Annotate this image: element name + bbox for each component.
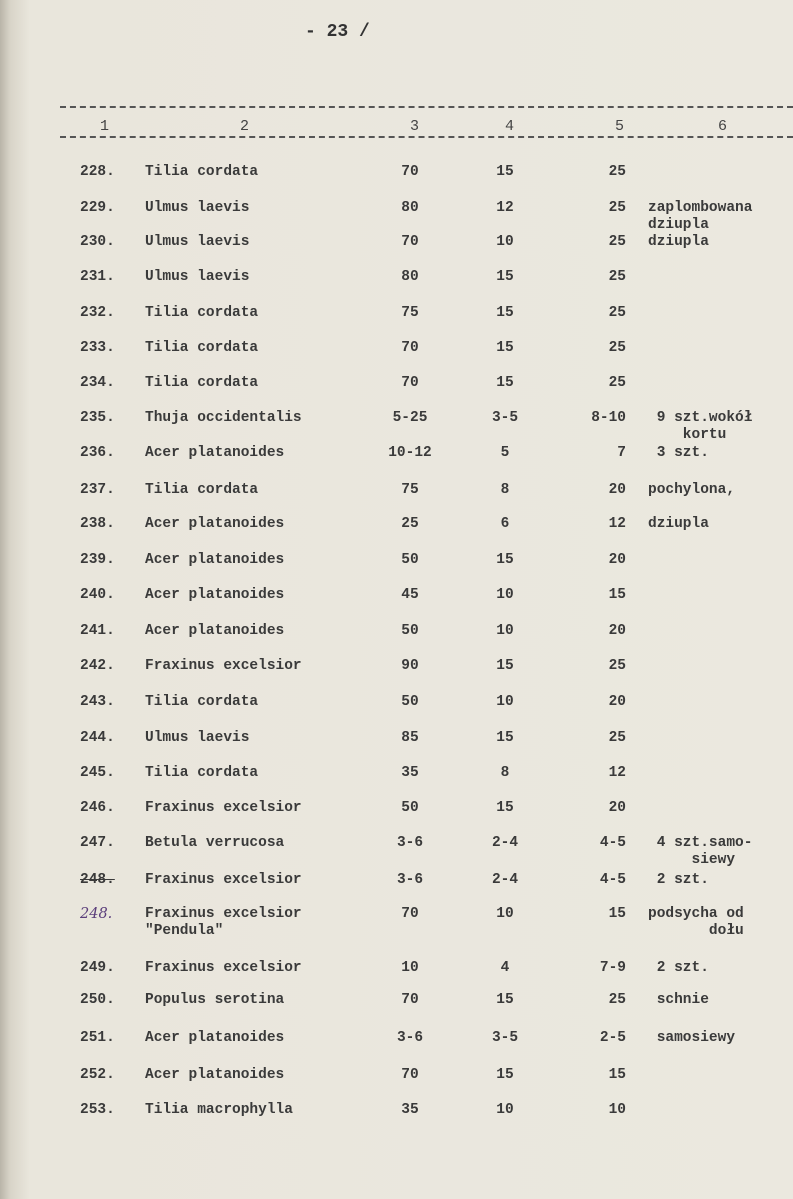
col3-value: 80	[401, 200, 419, 216]
col4-value: 10	[496, 234, 514, 250]
col4-value: 10	[496, 623, 514, 639]
col4-value: 2-4	[491, 872, 519, 888]
species-name: Tilia macrophylla	[145, 1102, 293, 1118]
species-name: Tilia cordata	[145, 482, 259, 498]
row-number: 231.	[80, 269, 115, 285]
row-number: 234.	[80, 375, 115, 391]
col4-value: 15	[496, 800, 514, 816]
col5-value: 20	[608, 623, 626, 639]
col4-value: 10	[496, 694, 514, 710]
col4-value: 15	[496, 340, 514, 356]
col3-value: 35	[401, 765, 419, 781]
column-header-6: 6	[718, 118, 728, 135]
row-number: 232.	[80, 305, 115, 321]
col3-value: 70	[401, 375, 419, 391]
species-name: Tilia cordata	[145, 375, 259, 391]
col5-value: 12	[608, 765, 626, 781]
col3-value: 70	[401, 234, 419, 250]
species-name: Fraxinus excelsior	[145, 960, 302, 976]
row-number: 239.	[80, 552, 115, 568]
col4-value: 2-4	[491, 835, 519, 851]
col3-value: 90	[401, 658, 419, 674]
col4-value: 15	[496, 375, 514, 391]
species-name: Populus serotina	[145, 992, 285, 1008]
col4-value: 15	[496, 164, 514, 180]
col4-value: 3-5	[491, 1030, 519, 1046]
col3-value: 70	[401, 906, 419, 922]
remarks: samosiewy	[648, 1030, 736, 1046]
species-name: Fraxinus excelsior	[145, 872, 302, 888]
row-number: 228.	[80, 164, 115, 180]
row-number: 241.	[80, 623, 115, 639]
row-number: 248.	[80, 872, 115, 888]
col3-value: 3-6	[396, 835, 424, 851]
col3-value: 70	[401, 340, 419, 356]
col5-value: 25	[608, 269, 626, 285]
col5-value: 25	[608, 375, 626, 391]
page-number: - 23 /	[305, 22, 370, 42]
remarks: pochylona,	[648, 482, 736, 498]
col4-value: 6	[500, 516, 510, 532]
species-name: Betula verrucosa	[145, 835, 285, 851]
col5-value: 7-9	[599, 960, 626, 976]
row-number: 242.	[80, 658, 115, 674]
row-number: 235.	[80, 410, 115, 426]
row-number: 236.	[80, 445, 115, 461]
col3-value: 75	[401, 305, 419, 321]
row-number: 247.	[80, 835, 115, 851]
remarks: zaplombowana dziupla	[648, 200, 753, 233]
col4-value: 15	[496, 992, 514, 1008]
col5-value: 20	[608, 694, 626, 710]
col3-value: 70	[401, 164, 419, 180]
species-name: Acer platanoides	[145, 1030, 285, 1046]
species-name: Acer platanoides	[145, 1067, 285, 1083]
species-name: Tilia cordata	[145, 765, 259, 781]
col5-value: 20	[608, 552, 626, 568]
row-number: 244.	[80, 730, 115, 746]
remarks: 3 szt.	[648, 445, 709, 461]
col4-value: 3-5	[491, 410, 519, 426]
row-number: 246.	[80, 800, 115, 816]
col3-value: 35	[401, 1102, 419, 1118]
col5-value: 25	[608, 305, 626, 321]
species-name: Acer platanoides	[145, 516, 285, 532]
row-number: 253.	[80, 1102, 115, 1118]
remarks: schnie	[648, 992, 709, 1008]
row-number: 249.	[80, 960, 115, 976]
col5-value: 7	[617, 445, 626, 461]
col5-value: 4-5	[599, 872, 626, 888]
col4-value: 15	[496, 1067, 514, 1083]
header-bottom-rule	[60, 136, 793, 138]
column-header-3: 3	[410, 118, 420, 135]
col5-value: 20	[608, 800, 626, 816]
row-number: 233.	[80, 340, 115, 356]
species-name: Acer platanoides	[145, 623, 285, 639]
col3-value: 5-25	[392, 410, 428, 426]
remarks: dziupla	[648, 234, 709, 250]
remarks: dziupla	[648, 516, 709, 532]
col3-value: 25	[401, 516, 419, 532]
col4-value: 15	[496, 305, 514, 321]
col5-value: 15	[608, 1067, 626, 1083]
col5-value: 25	[608, 164, 626, 180]
col4-value: 12	[496, 200, 514, 216]
col5-value: 2-5	[599, 1030, 626, 1046]
col4-value: 15	[496, 552, 514, 568]
species-name: Ulmus laevis	[145, 234, 250, 250]
species-name: Ulmus laevis	[145, 269, 250, 285]
col5-value: 25	[608, 992, 626, 1008]
col3-value: 50	[401, 552, 419, 568]
col5-value: 25	[608, 200, 626, 216]
remarks: 4 szt.samo- siewy	[656, 835, 753, 868]
remarks: podsycha od dołu	[648, 906, 744, 939]
row-number: 237.	[80, 482, 115, 498]
col5-value: 12	[608, 516, 626, 532]
col5-value: 15	[608, 906, 626, 922]
column-header-2: 2	[240, 118, 250, 135]
table-top-rule	[60, 106, 793, 108]
species-name: Fraxinus excelsior "Pendula"	[145, 906, 302, 939]
col4-value: 10	[496, 906, 514, 922]
col3-value: 50	[401, 694, 419, 710]
species-name: Tilia cordata	[145, 340, 259, 356]
col4-value: 10	[496, 1102, 514, 1118]
col4-value: 5	[500, 445, 510, 461]
col5-value: 8-10	[591, 410, 626, 426]
col3-value: 75	[401, 482, 419, 498]
col4-value: 10	[496, 587, 514, 603]
col5-value: 15	[608, 587, 626, 603]
species-name: Fraxinus excelsior	[145, 658, 302, 674]
row-number: 248.	[80, 906, 113, 922]
col5-value: 25	[608, 234, 626, 250]
row-number: 245.	[80, 765, 115, 781]
col4-value: 15	[496, 658, 514, 674]
col3-value: 10-12	[388, 445, 432, 461]
row-number: 240.	[80, 587, 115, 603]
row-number: 243.	[80, 694, 115, 710]
col4-value: 15	[496, 269, 514, 285]
col3-value: 3-6	[396, 1030, 424, 1046]
species-name: Tilia cordata	[145, 305, 259, 321]
species-name: Ulmus laevis	[145, 200, 250, 216]
col5-value: 25	[608, 730, 626, 746]
row-number: 238.	[80, 516, 115, 532]
col3-value: 70	[401, 1067, 419, 1083]
remarks: 2 szt.	[648, 960, 709, 976]
col3-value: 45	[401, 587, 419, 603]
row-number: 252.	[80, 1067, 115, 1083]
col4-value: 4	[500, 960, 510, 976]
column-header-5: 5	[615, 118, 625, 135]
species-name: Acer platanoides	[145, 587, 285, 603]
col3-value: 80	[401, 269, 419, 285]
species-name: Fraxinus excelsior	[145, 800, 302, 816]
col4-value: 8	[500, 765, 510, 781]
col3-value: 10	[401, 960, 419, 976]
col3-value: 50	[401, 623, 419, 639]
row-number: 251.	[80, 1030, 115, 1046]
col5-value: 25	[608, 658, 626, 674]
species-name: Thuja occidentalis	[145, 410, 302, 426]
col5-value: 10	[608, 1102, 626, 1118]
row-number: 230.	[80, 234, 115, 250]
col3-value: 50	[401, 800, 419, 816]
row-number: 250.	[80, 992, 115, 1008]
col3-value: 85	[401, 730, 419, 746]
species-name: Tilia cordata	[145, 164, 259, 180]
remarks: 2 szt.	[648, 872, 709, 888]
column-header-1: 1	[100, 118, 110, 135]
species-name: Acer platanoides	[145, 552, 285, 568]
col3-value: 3-6	[396, 872, 424, 888]
species-name: Tilia cordata	[145, 694, 259, 710]
col5-value: 25	[608, 340, 626, 356]
species-name: Ulmus laevis	[145, 730, 250, 746]
column-header-4: 4	[505, 118, 515, 135]
remarks: 9 szt.wokół kortu	[656, 410, 753, 443]
species-name: Acer platanoides	[145, 445, 285, 461]
row-number: 229.	[80, 200, 115, 216]
col4-value: 8	[500, 482, 510, 498]
col4-value: 15	[496, 730, 514, 746]
col5-value: 4-5	[599, 835, 626, 851]
col3-value: 70	[401, 992, 419, 1008]
col5-value: 20	[608, 482, 626, 498]
